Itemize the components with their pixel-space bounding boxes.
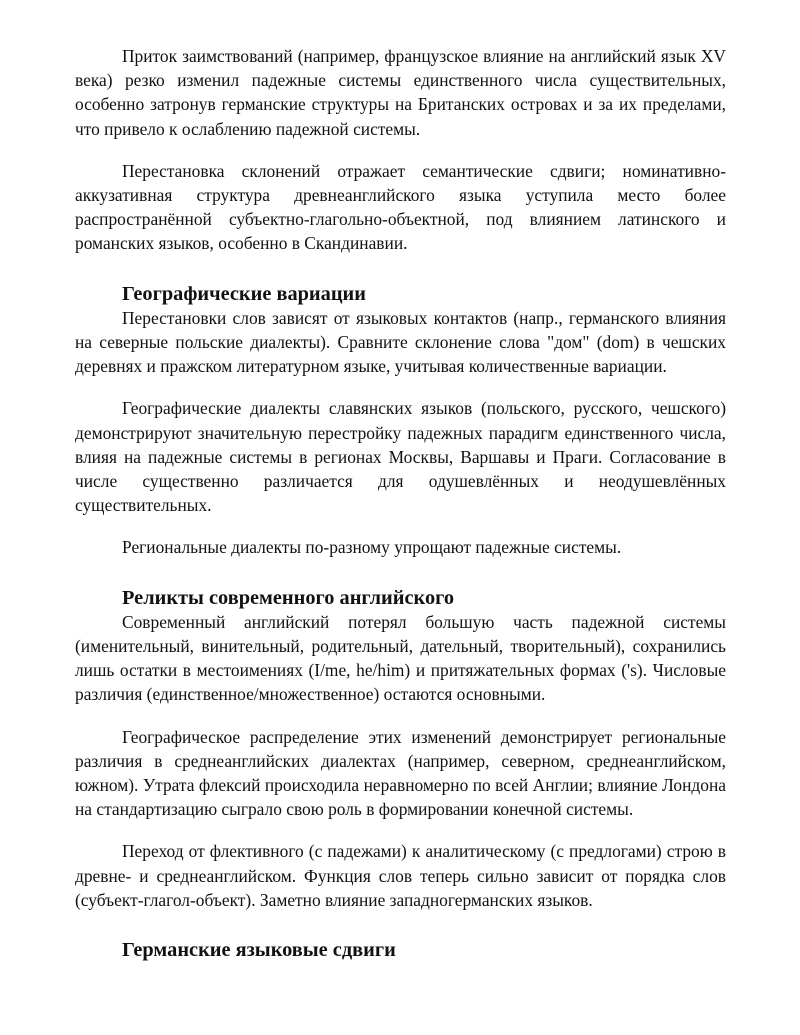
paragraph-regional-dialects: Региональные диалекты по-разному упрощают падежные системы. [122, 537, 622, 558]
paragraph-borrowings: Приток заимствований (например, французское влияние на английский язык XV века) резко изменил падежные системы единственного числа существительных, особенно затронув германские структуры на Британских островах и за их пределами, что привело к ослаблению падежной системы. [75, 46, 726, 139]
section-heading-geographic-variations: Географические вариации [122, 282, 366, 305]
paragraph-lost-case-system: Современный английский потерял большую часть падежной системы (именительный, винительный, родительный, дательный, творительный), сохранились лишь остатки в местоимениях (I/me, he/him) и притяжательных формах ('s). Числовые различия (единственное/множественное) остаются основными. [75, 611, 726, 705]
paragraph-declension-shift: Перестановка склонений отражает семантические сдвиги; номинативно-аккузативная структура древнеанглийского языка уступила место более распространённой субъектно-глагольно-объектной, под влиянием латинского и романских языков, особенно в Скандинавии. [75, 160, 726, 254]
paragraph-analytic-transition: Переход от флективного (с падежами) к аналитическому (с предлогами) строю в древне- и среднеанглийском. Функция слов теперь сильно зависит от порядка слов (субъект-глагол-объект). Заметно влияние западногерманских языков. [75, 841, 726, 910]
paragraph-middle-english-dialects: Географическое распределение этих изменений демонстрирует региональные различия в среднеанглийских диалектах (например, северном, среднеанглийском, южном). Утрата флексий происходила неравномерно по всей Англии; влияние Лондона на стандартизацию сыграло свою роль в формировании конечной системы. [75, 726, 726, 820]
section-heading-modern-english-relics: Реликты современного английского [122, 586, 455, 609]
document-page [75, 44, 726, 962]
paragraph-slavic-dialects: Географические диалекты славянских языков (польского, русского, чешского) демонстрируют значительную перестройку падежных парадигм единственного числа, влияя на падежные системы в регионах Москвы, Варшавы и Праги. Согласование в числе существенно различается для одушевлённых и неодушевлённых существительных. [75, 398, 726, 516]
section-heading-germanic-shifts: Германские языковые сдвиги [122, 939, 396, 962]
paragraph-language-contacts: Перестановки слов зависят от языковых контактов (напр., германского влияния на северные польские диалекты). Сравните склонение слова "дом" (dom) в чешских деревнях и пражском литературном языке, учитывая количественные вариации. [75, 307, 726, 377]
